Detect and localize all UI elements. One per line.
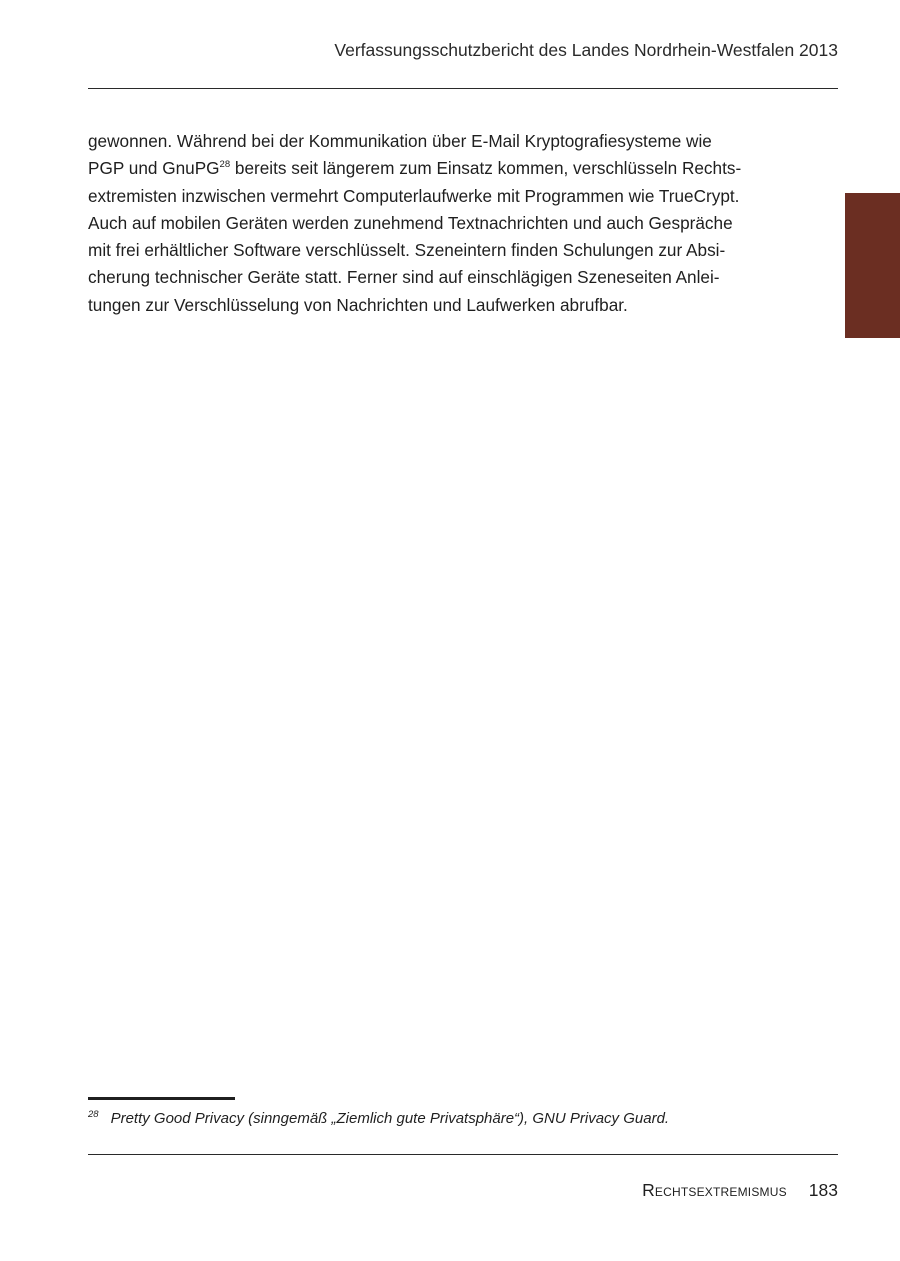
footnote [88, 1109, 669, 1127]
chapter-tab-marker [845, 193, 900, 338]
body-line-part: PGP und GnuPG [88, 158, 220, 179]
body-line: tungen zur Verschlüsselung von Nachrichten und Laufwerken abrufbar. [88, 294, 628, 315]
footer-rule [88, 1154, 838, 1155]
body-line: Auch auf mobilen Geräten werden zunehmend Textnachrichten und auch Gespräche [88, 212, 733, 233]
body-line: mit frei erhältlicher Software verschlüsselt. Szeneintern finden Schulungen zur Absi- [88, 240, 726, 261]
page-number: 183 [808, 1180, 838, 1200]
body-line-part: bereits seit längerem zum Einsatz kommen, verschlüsseln Rechts- [230, 158, 742, 179]
body-line: gewonnen. Während bei der Kommunikation über E-Mail Kryptografiesysteme wie [88, 131, 712, 151]
header-rule [88, 88, 838, 89]
footnote-separator [88, 1097, 235, 1100]
body-line: extremisten inzwischen vermehrt Computerlaufwerke mit Programmen wie TrueCrypt. [88, 185, 740, 206]
body-line: cherung technischer Geräte statt. Ferner sind auf einschlägigen Szeneseiten Anlei- [88, 267, 720, 288]
body-paragraph [88, 128, 838, 319]
section-name: Rechtsextremismus [642, 1180, 787, 1200]
running-footer [642, 1180, 838, 1201]
footnote-reference[interactable]: 28 [219, 159, 231, 171]
running-header: Verfassungsschutzbericht des Landes Nordrhein-Westfalen 2013 [334, 40, 838, 60]
footnote-text: Pretty Good Privacy (sinngemäß „Ziemlich gute Privatsphäre“), GNU Privacy Guard. [110, 1110, 670, 1127]
body-line [88, 155, 838, 182]
footnote-number: 28 [88, 1109, 99, 1120]
